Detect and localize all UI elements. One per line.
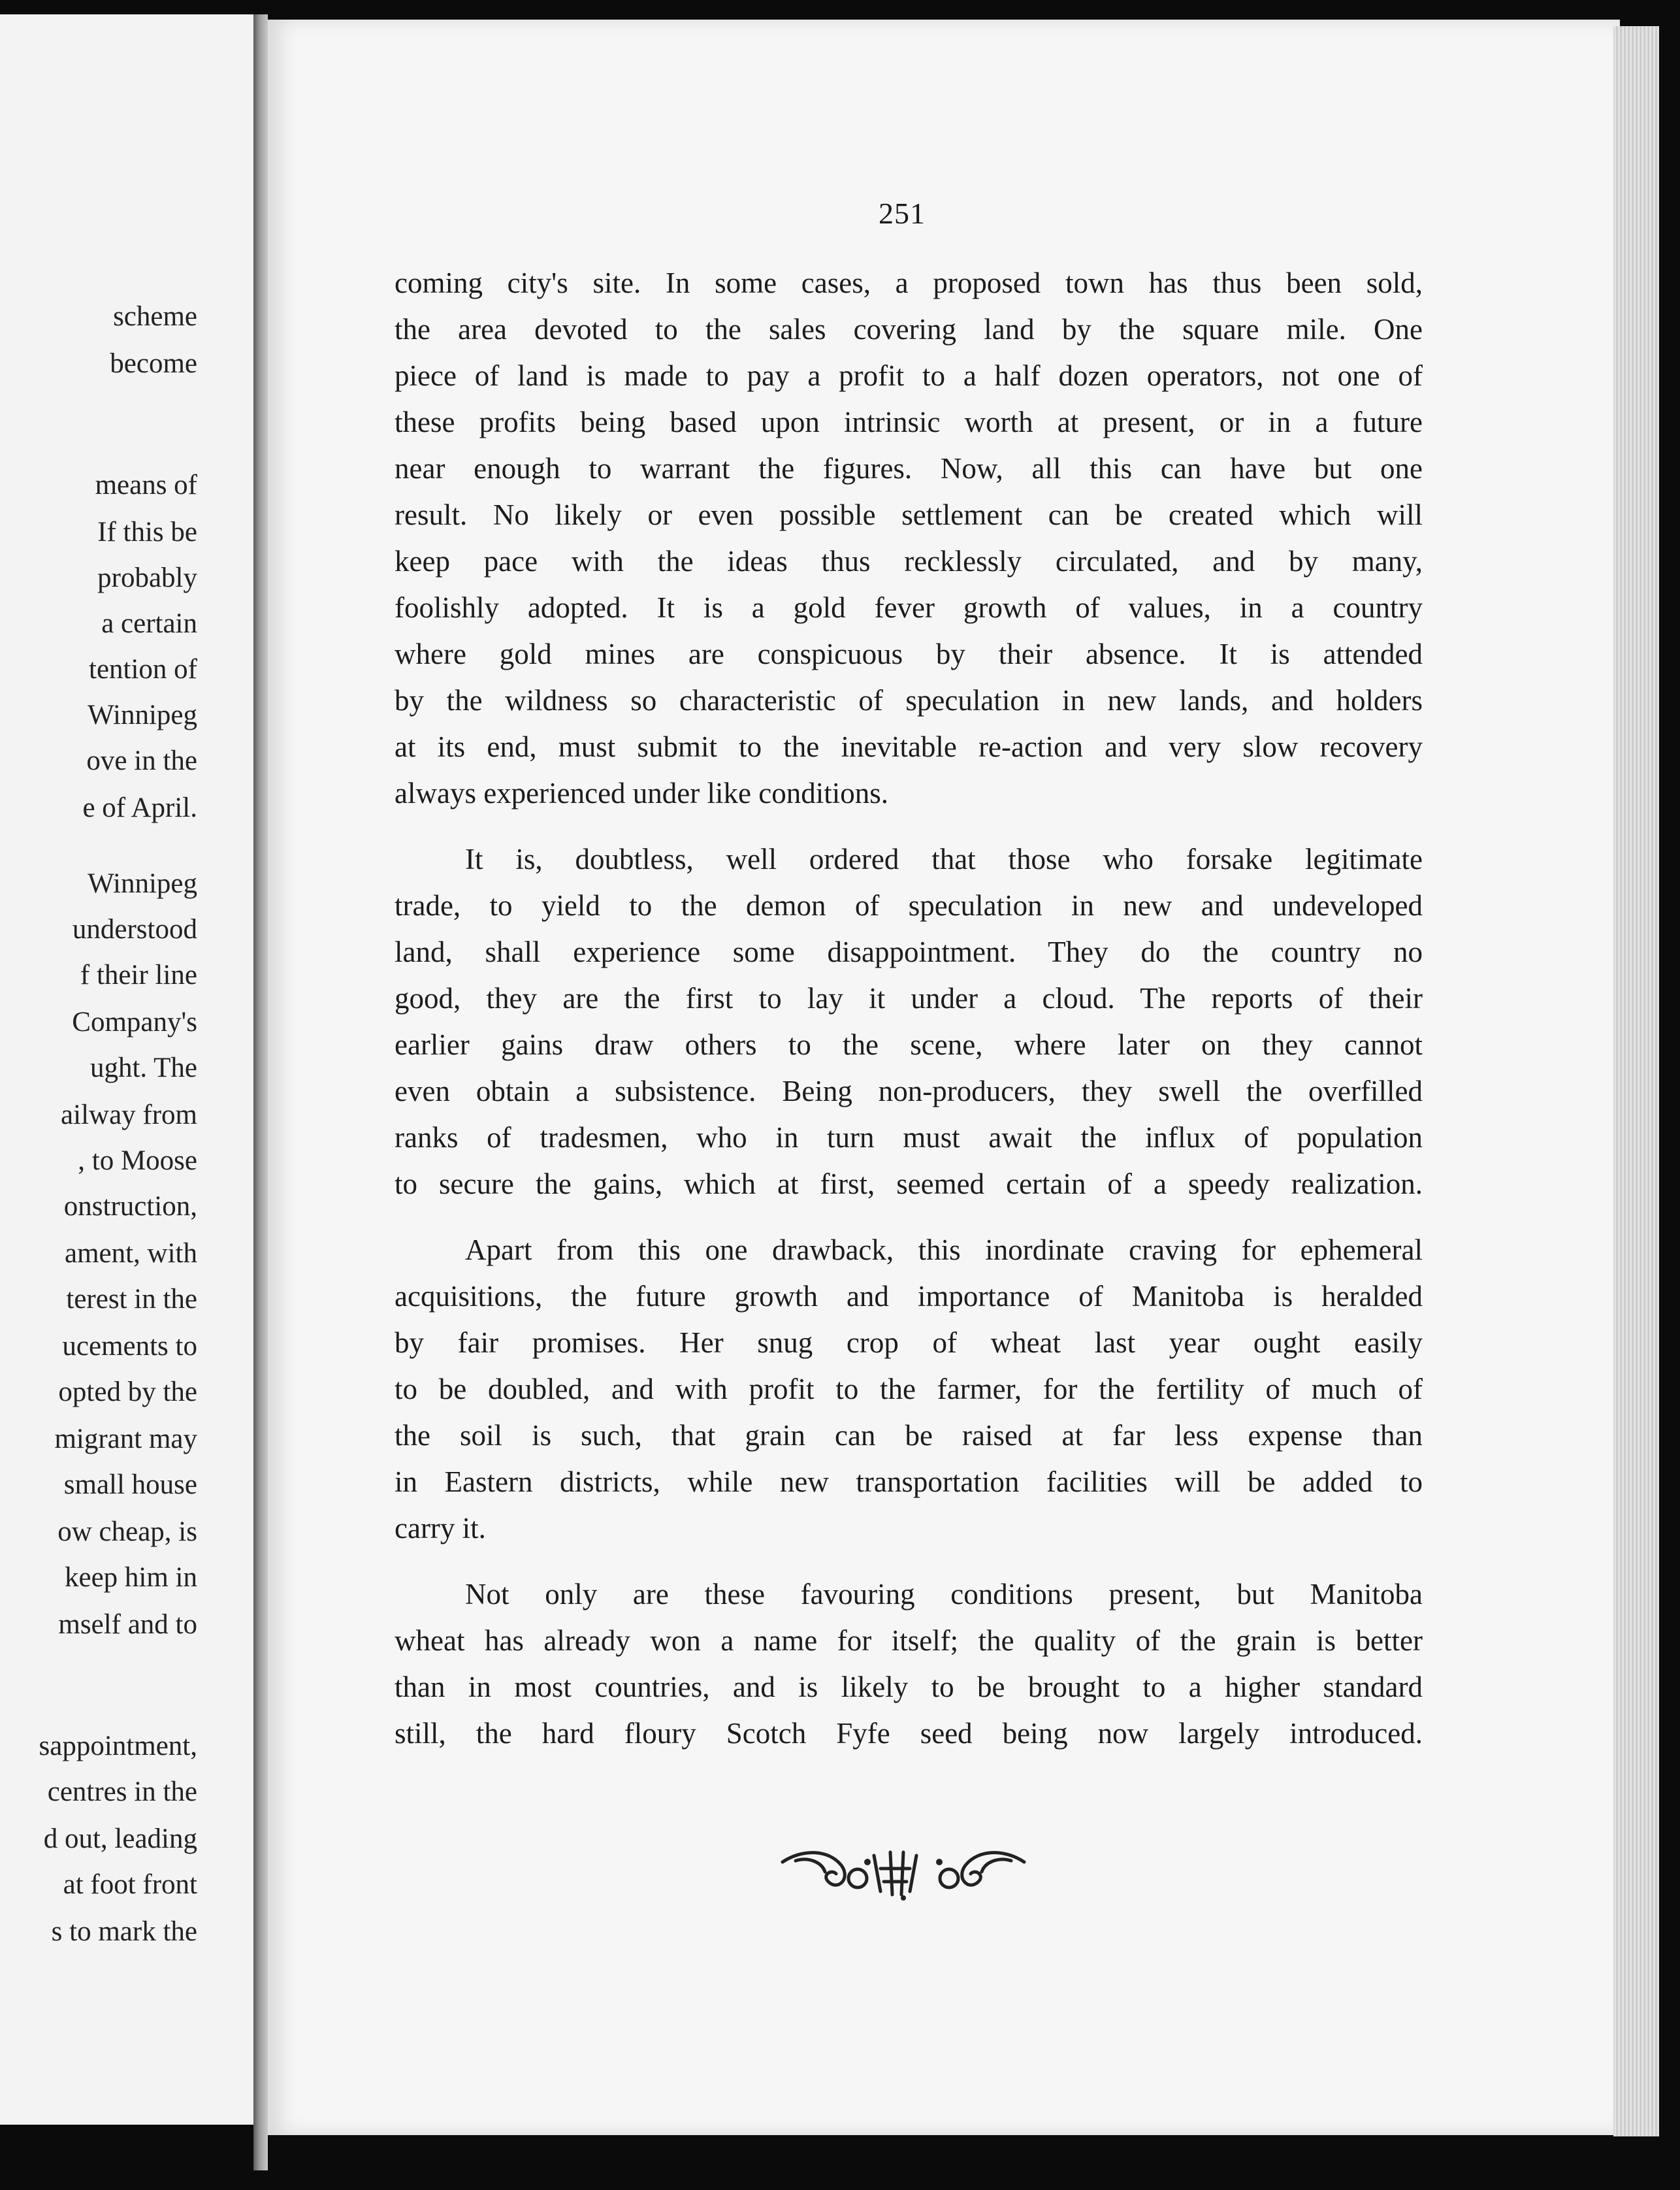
text-line: by fair promises. Her snug crop of wheat last year ought easily — [395, 1326, 1423, 1359]
text-line: still, the hard floury Scotch Fyfe seed being now largely introduced. — [395, 1717, 1423, 1750]
text-line: good, they are the first to lay it under a cloud. The reports of their — [395, 982, 1423, 1015]
text-line: coming city's site. In some cases, a proposed town has thus been sold, — [395, 267, 1423, 299]
text-line: near enough to warrant the figures. Now, all this can have but one — [395, 452, 1423, 485]
paragraph-4 — [395, 1571, 1423, 1757]
left-line: Winnipeg — [88, 700, 197, 730]
page-number: 251 — [879, 197, 926, 230]
left-line: , to Moose — [78, 1145, 197, 1176]
text-line: earlier gains draw others to the scene, where later on they cannot — [395, 1028, 1423, 1061]
left-line: migrant may — [54, 1424, 197, 1454]
text-line: Not only are these favouring conditions present, but Manitoba — [465, 1578, 1423, 1610]
paragraph-3 — [395, 1227, 1423, 1552]
left-line: ow cheap, is — [57, 1516, 197, 1547]
left-line: Winnipeg — [88, 868, 197, 899]
text-line: foolishly adopted. It is a gold fever growth of values, in a country — [395, 591, 1423, 624]
book-gutter — [253, 14, 268, 2170]
left-line: ucements to — [62, 1331, 197, 1362]
left-line: ament, with — [64, 1238, 197, 1269]
text-line: the soil is such, that grain can be raised at far less expense than — [395, 1419, 1423, 1452]
text-line: piece of land is made to pay a profit to a half dozen operators, not one of — [395, 359, 1423, 392]
left-line: ailway from — [61, 1100, 197, 1130]
left-line: ught. The — [89, 1053, 197, 1083]
left-line: probably — [97, 563, 197, 593]
text-line: wheat has already won a name for itself; the quality of the grain is better — [395, 1624, 1423, 1657]
left-line: terest in the — [66, 1284, 197, 1315]
text-line: where gold mines are conspicuous by their absence. It is attended — [395, 638, 1423, 670]
text-line: at its end, must submit to the inevitable re-action and very slow recovery — [395, 730, 1423, 763]
left-line: keep him in — [64, 1562, 197, 1593]
left-line: opted by the — [58, 1377, 197, 1407]
left-line: a certain — [101, 608, 197, 639]
scroll-ornament-icon — [776, 1842, 1031, 1901]
left-line: d out, leading — [43, 1823, 197, 1854]
left-line: tention of — [89, 654, 197, 685]
left-line: sappointment, — [39, 1731, 197, 1761]
text-line: land, shall experience some disappointment. They do the country no — [395, 936, 1423, 968]
text-line: to be doubled, and with profit to the farmer, for the fertility of much of — [395, 1373, 1423, 1405]
left-line: f their line — [80, 960, 197, 990]
paragraph-2 — [395, 836, 1423, 1207]
text-line: acquisitions, the future growth and importance of Manitoba is heralded — [395, 1280, 1423, 1313]
text-line: trade, to yield to the demon of speculation in new and undeveloped — [395, 889, 1423, 922]
paragraph-1 — [395, 260, 1423, 817]
left-line: scheme — [113, 301, 197, 332]
text-line: It is, doubtless, well ordered that those who forsake legitimate — [465, 843, 1423, 875]
text-line: even obtain a subsistence. Being non-producers, they swell the overfilled — [395, 1075, 1423, 1107]
left-line: understood — [72, 914, 197, 945]
left-line: s to mark the — [51, 1916, 197, 1947]
text-line: keep pace with the ideas thus recklessly circulated, and by many, — [395, 545, 1423, 578]
left-line: centres in the — [47, 1776, 197, 1807]
text-line: than in most countries, and is likely to be brought to a higher standard — [395, 1671, 1423, 1703]
text-line: in Eastern districts, while new transportation facilities will be added to — [395, 1465, 1423, 1498]
text-line: carry it. — [395, 1512, 486, 1544]
left-line: become — [110, 348, 197, 379]
page-body — [395, 260, 1423, 1776]
text-line: ranks of tradesmen, who in turn must await the influx of population — [395, 1121, 1423, 1154]
text-line: to secure the gains, which at first, seemed certain of a speedy realization. — [395, 1168, 1423, 1200]
left-line: ove in the — [86, 745, 197, 776]
text-line: by the wildness so characteristic of speculation in new lands, and holders — [395, 684, 1423, 717]
text-line: the area devoted to the sales covering land by the square mile. One — [395, 313, 1423, 346]
left-line: small house — [63, 1469, 197, 1500]
left-line: e of April. — [82, 793, 197, 823]
left-line: mself and to — [58, 1609, 197, 1640]
left-line: means of — [95, 470, 197, 500]
text-line: always experienced under like conditions. — [395, 777, 888, 809]
text-line: Apart from this one drawback, this inordinate craving for ephemeral — [465, 1234, 1423, 1266]
text-line: these profits being based upon intrinsic worth at present, or in a future — [395, 406, 1423, 438]
left-line: If this be — [97, 517, 197, 548]
previous-page-fragment — [0, 14, 256, 2125]
text-line: result. No likely or even possible settlement can be created which will — [395, 498, 1423, 531]
left-line: onstruction, — [63, 1191, 197, 1222]
left-line: at foot front — [63, 1869, 197, 1900]
page-edges — [1613, 26, 1659, 2136]
left-line: Company's — [72, 1007, 197, 1038]
